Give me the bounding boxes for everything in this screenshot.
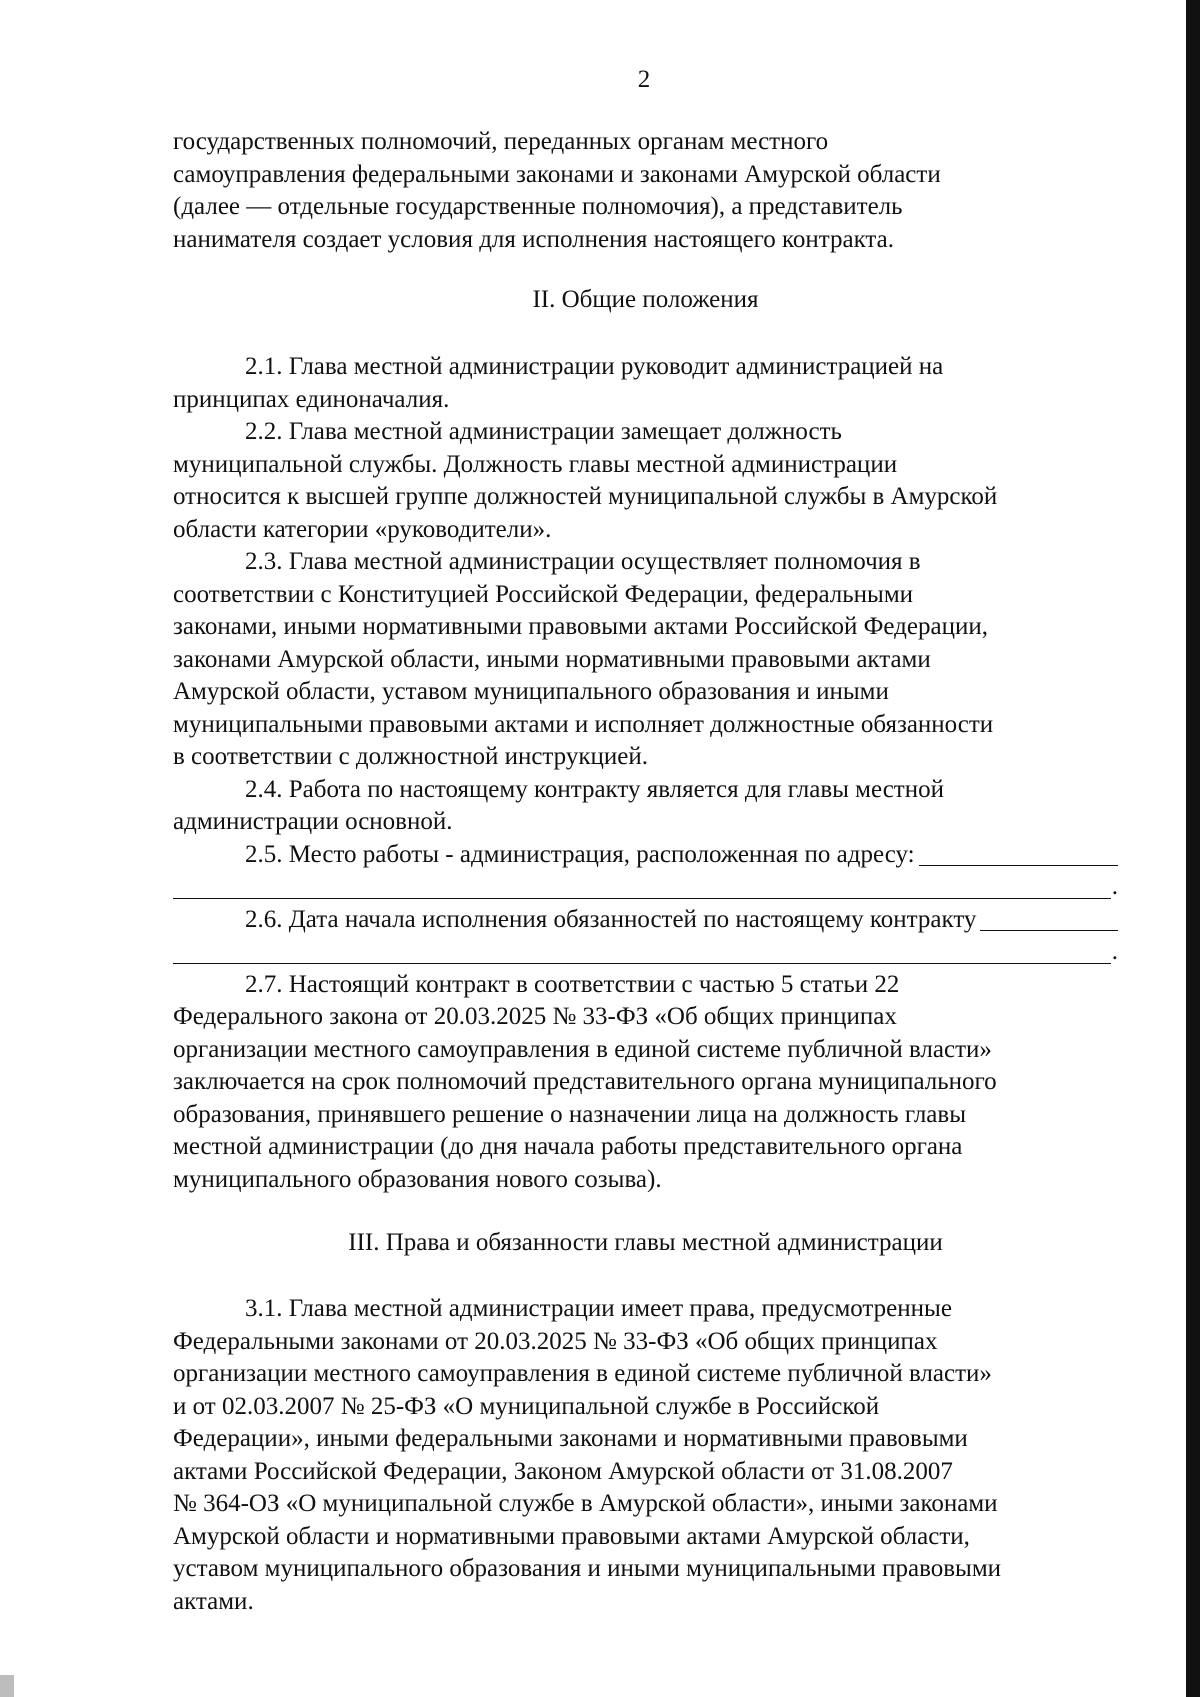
paragraph-2-3-line: Амурской области, уставом муниципального образования и иными <box>173 678 889 705</box>
paragraph-3-1-line: Федеральными законами от 20.03.2025 № 33-ФЗ «Об общих принципах <box>173 1327 938 1355</box>
paragraph-2-5-continuation <box>173 871 1118 904</box>
page-number: 2 <box>637 66 651 93</box>
paragraph-2-3-line: законами, иными нормативными правовыми актами Российской Федерации, <box>173 613 988 640</box>
paragraph-2-5-period: . <box>1111 873 1118 900</box>
scan-corner-mark <box>0 1675 14 1697</box>
paragraph-2-3-line: законами Амурской области, иными нормативными правовыми актами <box>173 645 931 673</box>
scan-edge <box>1186 0 1200 1697</box>
paragraph-2-2-line: относится к высшей группе должностей муниципальной службы в Амурской <box>173 483 998 510</box>
paragraph-2-6-period: . <box>1111 938 1118 965</box>
paragraph-2-4-line: администрации основной. <box>173 808 453 835</box>
section-2-heading: II. Общие положения <box>532 286 759 313</box>
intro-line: самоуправления федеральными законами и законами Амурской области <box>173 160 941 188</box>
paragraph-2-1-line: принципах единоначалия. <box>173 385 450 413</box>
paragraph-2-2-line: области категории «руководители». <box>173 515 552 543</box>
paragraph-3-1-line: организации местного самоуправления в единой системе публичной власти» <box>173 1360 992 1387</box>
paragraph-3-1-line: 3.1. Глава местной администрации имеет права, предусмотренные <box>245 1295 952 1322</box>
paragraph-2-6-text: 2.6. Дата начала исполнения обязанностей по настоящему контракту <box>245 905 977 933</box>
paragraph-2-2-line: муниципальной службы. Должность главы местной администрации <box>173 450 898 478</box>
intro-line: государственных полномочий, переданных органам местного <box>173 128 829 155</box>
intro-line: нанимателя создает условия для исполнения настоящего контракта. <box>173 225 895 253</box>
start-date-blank-line <box>980 906 1118 931</box>
paragraph-2-7-line: заключается на срок полномочий представительного органа муниципального <box>173 1068 997 1095</box>
paragraph-2-3-line: 2.3. Глава местной администрации осуществляет полномочия в <box>245 548 921 575</box>
paragraph-2-1-line: 2.1. Глава местной администрации руководит администрацией на <box>245 353 944 380</box>
paragraph-3-1-line: № 364-ОЗ «О муниципальной службе в Амурской области», иными законами <box>173 1490 998 1517</box>
paragraph-3-1-line: и от 02.03.2007 № 25-ФЗ «О муниципальной службе в Российской <box>173 1392 880 1420</box>
address-blank-line <box>919 841 1118 866</box>
address-blank-line <box>173 874 1111 899</box>
paragraph-3-1-line: уставом муниципального образования и иными муниципальными правовыми <box>173 1555 1002 1582</box>
paragraph-2-6-line <box>173 904 1118 937</box>
paragraph-3-1-line: актами. <box>173 1587 254 1615</box>
paragraph-2-3-line: соответствии с Конституцией Российской Федерации, федеральными <box>173 580 914 608</box>
paragraph-2-7-line: 2.7. Настоящий контракт в соответствии с частью 5 статьи 22 <box>245 970 900 998</box>
intro-paragraph <box>173 126 1118 256</box>
start-date-blank-line <box>173 939 1111 964</box>
paragraph-3-1-line: Федерации», иными федеральными законами и нормативными правовыми <box>173 1425 968 1452</box>
intro-line: (далее — отдельные государственные полномочия), а представитель <box>173 193 903 220</box>
paragraph-3-1-line: актами Российской Федерации, Законом Амурской области от 31.08.2007 <box>173 1457 953 1485</box>
section-3-heading: III. Права и обязанности главы местной администрации <box>348 1229 943 1256</box>
section-2-body <box>173 351 1118 1196</box>
paragraph-2-7-line: Федерального закона от 20.03.2025 № 33-ФЗ «Об общих принципах <box>173 1003 897 1030</box>
paragraph-2-7-line: образования, принявшего решение о назначении лица на должность главы <box>173 1100 966 1128</box>
paragraph-3-1-line: Амурской области и нормативными правовыми актами Амурской области, <box>173 1522 970 1550</box>
paragraph-2-7-line: организации местного самоуправления в единой системе публичной власти» <box>173 1035 992 1063</box>
paragraph-2-3-line: муниципальными правовыми актами и исполняет должностные обязанности <box>173 710 994 738</box>
paragraph-2-2-line: 2.2. Глава местной администрации замещает должность <box>245 418 842 445</box>
paragraph-2-4-line: 2.4. Работа по настоящему контракту является для главы местной <box>245 775 944 803</box>
paragraph-2-5-line <box>173 839 1118 872</box>
paragraph-2-6-continuation <box>173 936 1118 969</box>
paragraph-2-7-line: муниципального образования нового созыва). <box>173 1165 662 1193</box>
paragraph-2-5-text: 2.5. Место работы - администрация, расположенная по адресу: <box>245 840 915 868</box>
section-3-body <box>173 1293 1118 1618</box>
paragraph-2-3-line: в соответствии с должностной инструкцией. <box>173 743 648 770</box>
section-3-heading-block <box>173 1227 1118 1260</box>
paragraph-2-7-line: местной администрации (до дня начала работы представительного органа <box>173 1133 963 1160</box>
section-2-heading-block <box>173 284 1118 317</box>
